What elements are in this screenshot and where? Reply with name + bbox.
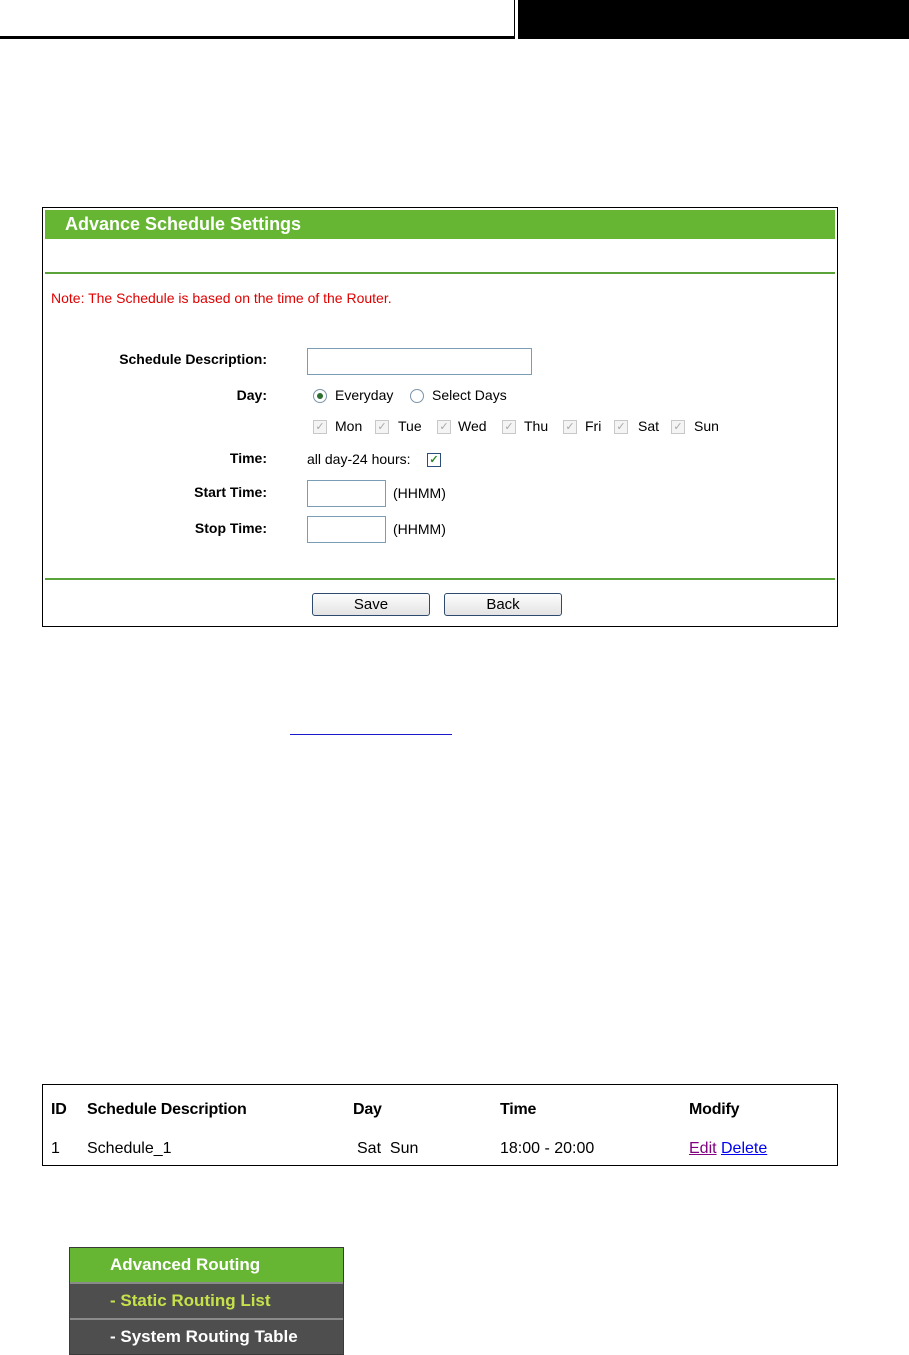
divider <box>45 578 835 580</box>
edit-link[interactable]: Edit <box>689 1140 717 1157</box>
day-label-mon: Mon <box>335 418 363 434</box>
day-label-fri: Fri <box>585 418 602 434</box>
start-time-input[interactable] <box>307 480 386 507</box>
sun-checkbox[interactable]: ✓ <box>671 420 685 434</box>
allday-checkbox[interactable]: ✓ <box>427 453 441 467</box>
menu-advanced-routing[interactable]: Advanced Routing <box>70 1248 343 1282</box>
schedule-settings-panel <box>42 207 838 627</box>
day-label-thu: Thu <box>524 418 549 434</box>
panel-title: Advance Schedule Settings <box>45 210 835 239</box>
label-start-time: Start Time: <box>194 484 267 500</box>
advanced-routing-menu <box>69 1247 344 1355</box>
header-bar <box>518 0 909 39</box>
menu-system-routing-table[interactable]: - System Routing Table <box>110 1327 298 1346</box>
delete-link[interactable]: Delete <box>721 1140 768 1157</box>
label-stop-time: Stop Time: <box>194 520 267 536</box>
sat-checkbox[interactable]: ✓ <box>614 420 628 434</box>
day-label-wed: Wed <box>458 418 487 434</box>
schedule-table <box>42 1084 838 1166</box>
header-rule <box>0 36 514 39</box>
everyday-radio[interactable] <box>313 389 327 403</box>
stop-time-input[interactable] <box>307 516 386 543</box>
back-button[interactable]: Back <box>444 593 562 616</box>
mon-checkbox[interactable]: ✓ <box>313 420 327 434</box>
underline-rule <box>290 734 452 735</box>
label-description: Schedule Description: <box>119 351 267 367</box>
select-days-radio[interactable] <box>410 389 424 403</box>
start-time-unit: (HHMM) <box>393 485 446 501</box>
thu-checkbox[interactable]: ✓ <box>502 420 516 434</box>
row-description: Schedule_1 <box>87 1140 172 1157</box>
divider <box>45 272 835 274</box>
label-day: Day: <box>236 387 267 403</box>
tue-checkbox[interactable]: ✓ <box>375 420 389 434</box>
row-day: Sat Sun <box>357 1140 419 1157</box>
row-time: 18:00 - 20:00 <box>500 1140 595 1157</box>
row-id: 1 <box>51 1140 60 1157</box>
allday-label: all day-24 hours: <box>307 451 411 467</box>
stop-time-unit: (HHMM) <box>393 521 446 537</box>
fri-checkbox[interactable]: ✓ <box>563 420 577 434</box>
save-button[interactable]: Save <box>312 593 430 616</box>
everyday-label: Everyday <box>335 387 394 403</box>
header-modify: Modify <box>689 1101 740 1118</box>
day-label-sat: Sat <box>638 418 660 434</box>
menu-static-routing-list[interactable]: - Static Routing List <box>110 1291 271 1310</box>
header-description: Schedule Description <box>87 1101 247 1118</box>
header-id: ID <box>51 1101 67 1118</box>
header-time: Time <box>500 1101 537 1118</box>
select-days-label: Select Days <box>432 387 507 403</box>
header-day: Day <box>353 1101 382 1118</box>
day-label-tue: Tue <box>398 418 422 434</box>
schedule-note: Note: The Schedule is based on the time of the Router. <box>51 290 392 306</box>
wed-checkbox[interactable]: ✓ <box>437 420 451 434</box>
schedule-description-input[interactable] <box>307 348 532 375</box>
label-time: Time: <box>229 450 267 466</box>
day-label-sun: Sun <box>694 418 719 434</box>
